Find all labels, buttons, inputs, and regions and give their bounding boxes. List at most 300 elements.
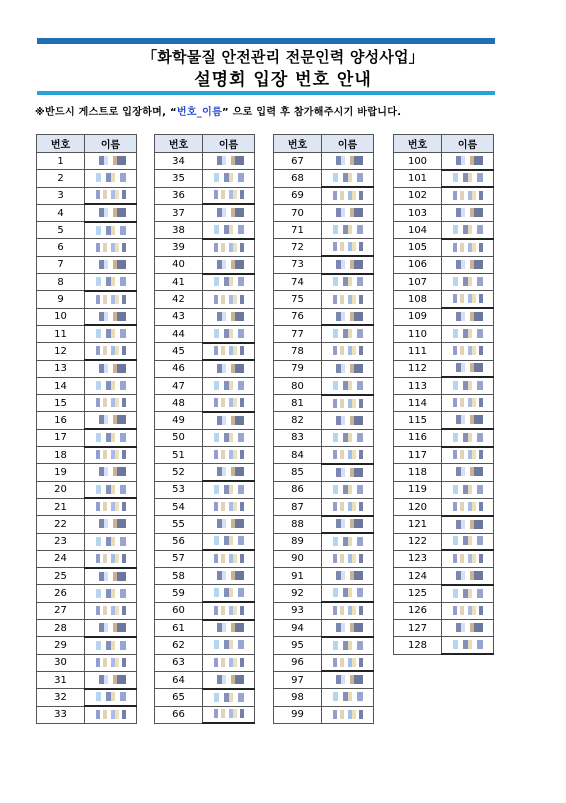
pixelated-name-image <box>333 468 363 477</box>
entry-name-redacted <box>322 360 374 377</box>
pixelated-name-image <box>214 346 244 355</box>
pixelated-name-image <box>96 519 126 528</box>
table-row <box>394 412 494 429</box>
entry-number: 49 <box>155 412 203 429</box>
pixelated-name-image <box>96 260 126 269</box>
entry-name-redacted <box>442 533 494 550</box>
pixelated-name-image <box>214 502 244 511</box>
pixelated-name-image <box>96 675 126 684</box>
entry-number: 82 <box>274 412 322 429</box>
table-row <box>37 602 137 619</box>
table-row <box>155 308 255 325</box>
roster-column-3 <box>273 134 374 724</box>
entry-name-redacted <box>442 447 494 464</box>
entry-name-redacted <box>442 602 494 619</box>
table-row <box>394 464 494 481</box>
pixelated-name-image <box>96 450 126 459</box>
pixelated-name-image <box>333 710 363 719</box>
table-row <box>274 274 374 291</box>
roster-column-1 <box>36 134 137 724</box>
table-row <box>394 637 494 654</box>
pixelated-name-image <box>453 433 483 442</box>
table-row <box>155 637 255 654</box>
entry-name-redacted <box>442 153 494 170</box>
table-row <box>274 343 374 360</box>
pixelated-name-image <box>453 260 483 269</box>
table-row <box>37 654 137 671</box>
pixelated-name-image <box>96 312 126 321</box>
pixelated-name-image <box>96 485 126 494</box>
entry-name-redacted <box>203 585 255 602</box>
header-number: 번호 <box>37 135 85 153</box>
entry-number: 53 <box>155 481 203 498</box>
entry-name-redacted <box>85 239 137 256</box>
entry-number: 128 <box>394 637 442 654</box>
pixelated-name-image <box>214 398 244 407</box>
pixelated-name-image <box>96 415 126 424</box>
entry-name-redacted <box>322 550 374 567</box>
entry-number: 74 <box>274 274 322 291</box>
pixelated-name-image <box>214 467 244 476</box>
pixelated-name-image <box>96 606 126 615</box>
entry-number: 52 <box>155 464 203 481</box>
entry-number: 40 <box>155 256 203 273</box>
entry-number: 62 <box>155 637 203 654</box>
table-row <box>37 291 137 308</box>
table-header-row <box>155 135 255 153</box>
entry-number: 116 <box>394 429 442 446</box>
table-row <box>37 481 137 498</box>
pixelated-name-image <box>96 208 126 217</box>
table-row <box>155 256 255 273</box>
table-row <box>155 343 255 360</box>
entry-name-redacted <box>442 325 494 342</box>
entry-number: 1 <box>37 153 85 170</box>
entry-name-redacted <box>322 498 374 515</box>
entry-name-redacted <box>85 620 137 637</box>
entry-name-redacted <box>85 671 137 688</box>
pixelated-name-image <box>214 364 244 373</box>
entry-name-redacted <box>442 429 494 446</box>
table-row <box>394 585 494 602</box>
entry-name-redacted <box>442 395 494 412</box>
pixelated-name-image <box>96 295 126 304</box>
entry-number: 120 <box>394 498 442 515</box>
entry-name-redacted <box>442 550 494 567</box>
table-row <box>37 360 137 377</box>
entry-number: 9 <box>37 291 85 308</box>
table-row <box>274 654 374 671</box>
entry-name-redacted <box>85 481 137 498</box>
entry-name-redacted <box>203 308 255 325</box>
entry-name-redacted <box>203 343 255 360</box>
pixelated-name-image <box>214 709 244 718</box>
entry-name-redacted <box>85 550 137 567</box>
entry-name-redacted <box>442 498 494 515</box>
entry-number: 29 <box>37 637 85 654</box>
entry-name-redacted <box>322 568 374 585</box>
table-row <box>274 568 374 585</box>
table-row <box>37 447 137 464</box>
entry-number: 108 <box>394 291 442 308</box>
entry-number: 58 <box>155 568 203 585</box>
entry-name-redacted <box>203 464 255 481</box>
entry-name-redacted <box>203 654 255 671</box>
table-row <box>394 429 494 446</box>
entry-name-redacted <box>203 602 255 619</box>
entry-name-redacted <box>203 429 255 446</box>
pixelated-name-image <box>453 502 483 511</box>
pixelated-name-image <box>453 277 483 286</box>
table-row <box>37 395 137 412</box>
table-row <box>274 395 374 412</box>
pixelated-name-image <box>214 208 244 217</box>
entry-name-redacted <box>322 585 374 602</box>
entry-number: 100 <box>394 153 442 170</box>
entry-name-redacted <box>442 620 494 637</box>
table-row <box>274 585 374 602</box>
header-number: 번호 <box>274 135 322 153</box>
entry-number: 122 <box>394 533 442 550</box>
notice-suffix: 으로 입력 후 참가해주시기 바랍니다. <box>228 107 402 118</box>
table-row <box>394 360 494 377</box>
entry-number: 114 <box>394 395 442 412</box>
pixelated-name-image <box>96 502 126 511</box>
entry-name-redacted <box>203 360 255 377</box>
entry-number: 95 <box>274 637 322 654</box>
entry-name-redacted <box>322 464 374 481</box>
entry-name-redacted <box>203 481 255 498</box>
entry-number: 98 <box>274 689 322 706</box>
entry-name-redacted <box>322 291 374 308</box>
entry-name-redacted <box>85 568 137 585</box>
pixelated-name-image <box>96 433 126 442</box>
entry-number: 30 <box>37 654 85 671</box>
table-row <box>274 637 374 654</box>
pixelated-name-image <box>333 156 363 165</box>
entry-name-redacted <box>322 516 374 533</box>
pixelated-name-image <box>333 485 363 494</box>
pixelated-name-image <box>214 243 244 252</box>
entry-number: 22 <box>37 516 85 533</box>
entry-number: 24 <box>37 550 85 567</box>
entry-name-redacted <box>85 533 137 550</box>
table-row <box>394 395 494 412</box>
entry-name-redacted <box>85 447 137 464</box>
entry-number: 126 <box>394 602 442 619</box>
pixelated-name-image <box>333 606 363 615</box>
table-row <box>274 377 374 394</box>
entry-number: 80 <box>274 377 322 394</box>
entry-number: 90 <box>274 550 322 567</box>
entry-name-redacted <box>322 706 374 723</box>
entry-number: 27 <box>37 602 85 619</box>
entry-name-redacted <box>322 412 374 429</box>
entry-name-redacted <box>85 222 137 239</box>
pixelated-name-image <box>453 623 483 632</box>
table-row <box>274 153 374 170</box>
header-number: 번호 <box>155 135 203 153</box>
table-row <box>37 187 137 204</box>
entry-name-redacted <box>203 412 255 429</box>
entry-name-redacted <box>203 377 255 394</box>
table-row <box>37 568 137 585</box>
entry-number: 86 <box>274 481 322 498</box>
entry-name-redacted <box>203 620 255 637</box>
header-name: 이름 <box>203 135 255 153</box>
table-row <box>274 308 374 325</box>
entry-number: 81 <box>274 395 322 412</box>
table-row <box>37 412 137 429</box>
table-row <box>394 308 494 325</box>
entry-number: 42 <box>155 291 203 308</box>
table-row <box>37 671 137 688</box>
table-row <box>394 170 494 187</box>
table-row <box>155 291 255 308</box>
table-row <box>394 481 494 498</box>
entry-name-redacted <box>322 481 374 498</box>
table-row <box>274 291 374 308</box>
pixelated-name-image <box>333 312 363 321</box>
pixelated-name-image <box>453 606 483 615</box>
pixelated-name-image <box>453 450 483 459</box>
entry-name-redacted <box>203 568 255 585</box>
entry-name-redacted <box>322 689 374 706</box>
table-row <box>274 602 374 619</box>
table-row <box>37 325 137 342</box>
table-row <box>37 239 137 256</box>
table-row <box>37 308 137 325</box>
table-row <box>155 239 255 256</box>
pixelated-name-image <box>96 710 126 719</box>
entry-number: 2 <box>37 170 85 187</box>
entry-number: 115 <box>394 412 442 429</box>
pixelated-name-image <box>96 156 126 165</box>
table-row <box>155 706 255 723</box>
table-row <box>155 187 255 204</box>
entry-name-redacted <box>203 637 255 654</box>
pixelated-name-image <box>96 554 126 563</box>
table-row <box>394 222 494 239</box>
table-row <box>274 516 374 533</box>
entry-name-redacted <box>322 204 374 221</box>
table-row <box>37 222 137 239</box>
entry-name-redacted <box>85 429 137 446</box>
entry-name-redacted <box>203 153 255 170</box>
entry-number: 104 <box>394 222 442 239</box>
entry-number: 15 <box>37 395 85 412</box>
entry-name-redacted <box>85 395 137 412</box>
entry-name-redacted <box>203 706 255 723</box>
entry-name-redacted <box>442 412 494 429</box>
pixelated-name-image <box>333 364 363 373</box>
entry-number: 37 <box>155 204 203 221</box>
entry-number: 123 <box>394 550 442 567</box>
pixelated-name-image <box>96 381 126 390</box>
entry-number: 83 <box>274 429 322 446</box>
entry-number: 45 <box>155 343 203 360</box>
roster-column-2 <box>154 134 255 724</box>
table-row <box>394 602 494 619</box>
entry-name-redacted <box>442 360 494 377</box>
entry-number: 7 <box>37 256 85 273</box>
entry-number: 85 <box>274 464 322 481</box>
entry-number: 10 <box>37 308 85 325</box>
table-row <box>274 689 374 706</box>
entry-name-redacted <box>322 377 374 394</box>
entry-name-redacted <box>442 239 494 256</box>
pixelated-name-image <box>333 554 363 563</box>
entry-number: 18 <box>37 447 85 464</box>
entry-name-redacted <box>85 256 137 273</box>
table-row <box>274 533 374 550</box>
notice-prefix: ※반드시 게스트로 입장하며, <box>35 107 171 118</box>
bottom-accent-bar <box>37 91 495 95</box>
entry-number: 34 <box>155 153 203 170</box>
table-row <box>155 481 255 498</box>
table-row <box>394 533 494 550</box>
entry-number: 71 <box>274 222 322 239</box>
entry-number: 47 <box>155 377 203 394</box>
entry-name-redacted <box>203 170 255 187</box>
entry-name-redacted <box>203 533 255 550</box>
notice-quote-close: ” <box>222 107 229 118</box>
table-row <box>394 343 494 360</box>
pixelated-name-image <box>453 640 483 649</box>
entry-number: 105 <box>394 239 442 256</box>
entry-number: 125 <box>394 585 442 602</box>
entry-name-redacted <box>442 274 494 291</box>
table-row <box>155 377 255 394</box>
entry-number: 25 <box>37 568 85 585</box>
entry-name-redacted <box>322 274 374 291</box>
entry-number: 77 <box>274 325 322 342</box>
table-row <box>155 550 255 567</box>
entry-name-redacted <box>85 360 137 377</box>
entry-number: 48 <box>155 395 203 412</box>
pixelated-name-image <box>453 346 483 355</box>
entry-number: 20 <box>37 481 85 498</box>
table-row <box>394 239 494 256</box>
table-row <box>37 343 137 360</box>
entry-name-redacted <box>322 395 374 412</box>
pixelated-name-image <box>96 243 126 252</box>
pixelated-name-image <box>333 692 363 701</box>
entry-name-redacted <box>322 654 374 671</box>
pixelated-name-image <box>96 589 126 598</box>
table-row <box>155 464 255 481</box>
entry-name-redacted <box>85 187 137 204</box>
pixelated-name-image <box>214 260 244 269</box>
entry-number: 12 <box>37 343 85 360</box>
entry-number: 102 <box>394 187 442 204</box>
entry-name-redacted <box>85 637 137 654</box>
entry-number: 127 <box>394 620 442 637</box>
entry-name-redacted <box>442 204 494 221</box>
pixelated-name-image <box>333 433 363 442</box>
pixelated-name-image <box>214 295 244 304</box>
entry-number: 113 <box>394 377 442 394</box>
pixelated-name-image <box>333 242 363 251</box>
pixelated-name-image <box>453 536 483 545</box>
entry-name-redacted <box>203 239 255 256</box>
entry-number: 59 <box>155 585 203 602</box>
entry-number: 26 <box>37 585 85 602</box>
entry-number: 13 <box>37 360 85 377</box>
table-row <box>274 256 374 273</box>
table-header-row <box>37 135 137 153</box>
table-row <box>37 620 137 637</box>
table-row <box>155 671 255 688</box>
pixelated-name-image <box>453 520 483 529</box>
pixelated-name-image <box>96 226 126 235</box>
entry-number: 75 <box>274 291 322 308</box>
table-row <box>37 533 137 550</box>
entry-number: 41 <box>155 274 203 291</box>
table-row <box>155 689 255 706</box>
entry-name-redacted <box>85 706 137 723</box>
table-row <box>274 360 374 377</box>
entry-number: 63 <box>155 654 203 671</box>
pixelated-name-image <box>333 260 363 269</box>
table-row <box>274 170 374 187</box>
table-row <box>155 274 255 291</box>
table-row <box>155 412 255 429</box>
page-title: 「화학물질 안전관리 전문인력 양성사업」 <box>142 48 424 66</box>
entry-number: 8 <box>37 274 85 291</box>
entry-number: 5 <box>37 222 85 239</box>
entry-number: 89 <box>274 533 322 550</box>
table-row <box>155 447 255 464</box>
table-row <box>394 516 494 533</box>
table-row <box>155 568 255 585</box>
entry-number: 33 <box>37 706 85 723</box>
table-row <box>37 689 137 706</box>
entry-number: 68 <box>274 170 322 187</box>
entry-name-redacted <box>203 256 255 273</box>
table-row <box>155 395 255 412</box>
pixelated-name-image <box>96 467 126 476</box>
entry-name-redacted <box>322 222 374 239</box>
entry-number: 106 <box>394 256 442 273</box>
pixelated-name-image <box>214 156 244 165</box>
entry-name-redacted <box>85 689 137 706</box>
table-row <box>394 274 494 291</box>
entry-name-redacted <box>203 395 255 412</box>
table-row <box>394 377 494 394</box>
entry-number: 11 <box>37 325 85 342</box>
entry-number: 61 <box>155 620 203 637</box>
pixelated-name-image <box>453 312 483 321</box>
entry-number: 76 <box>274 308 322 325</box>
entry-name-redacted <box>442 481 494 498</box>
table-row <box>155 654 255 671</box>
entry-name-redacted <box>85 325 137 342</box>
pixelated-name-image <box>214 312 244 321</box>
entry-number: 50 <box>155 429 203 446</box>
table-row <box>274 204 374 221</box>
entry-number: 109 <box>394 308 442 325</box>
entry-number: 23 <box>37 533 85 550</box>
table-row <box>37 170 137 187</box>
pixelated-name-image <box>333 277 363 286</box>
pixelated-name-image <box>333 537 363 546</box>
entry-number: 6 <box>37 239 85 256</box>
entry-name-redacted <box>203 204 255 221</box>
entry-name-redacted <box>85 291 137 308</box>
table-row <box>37 637 137 654</box>
pixelated-name-image <box>96 658 126 667</box>
